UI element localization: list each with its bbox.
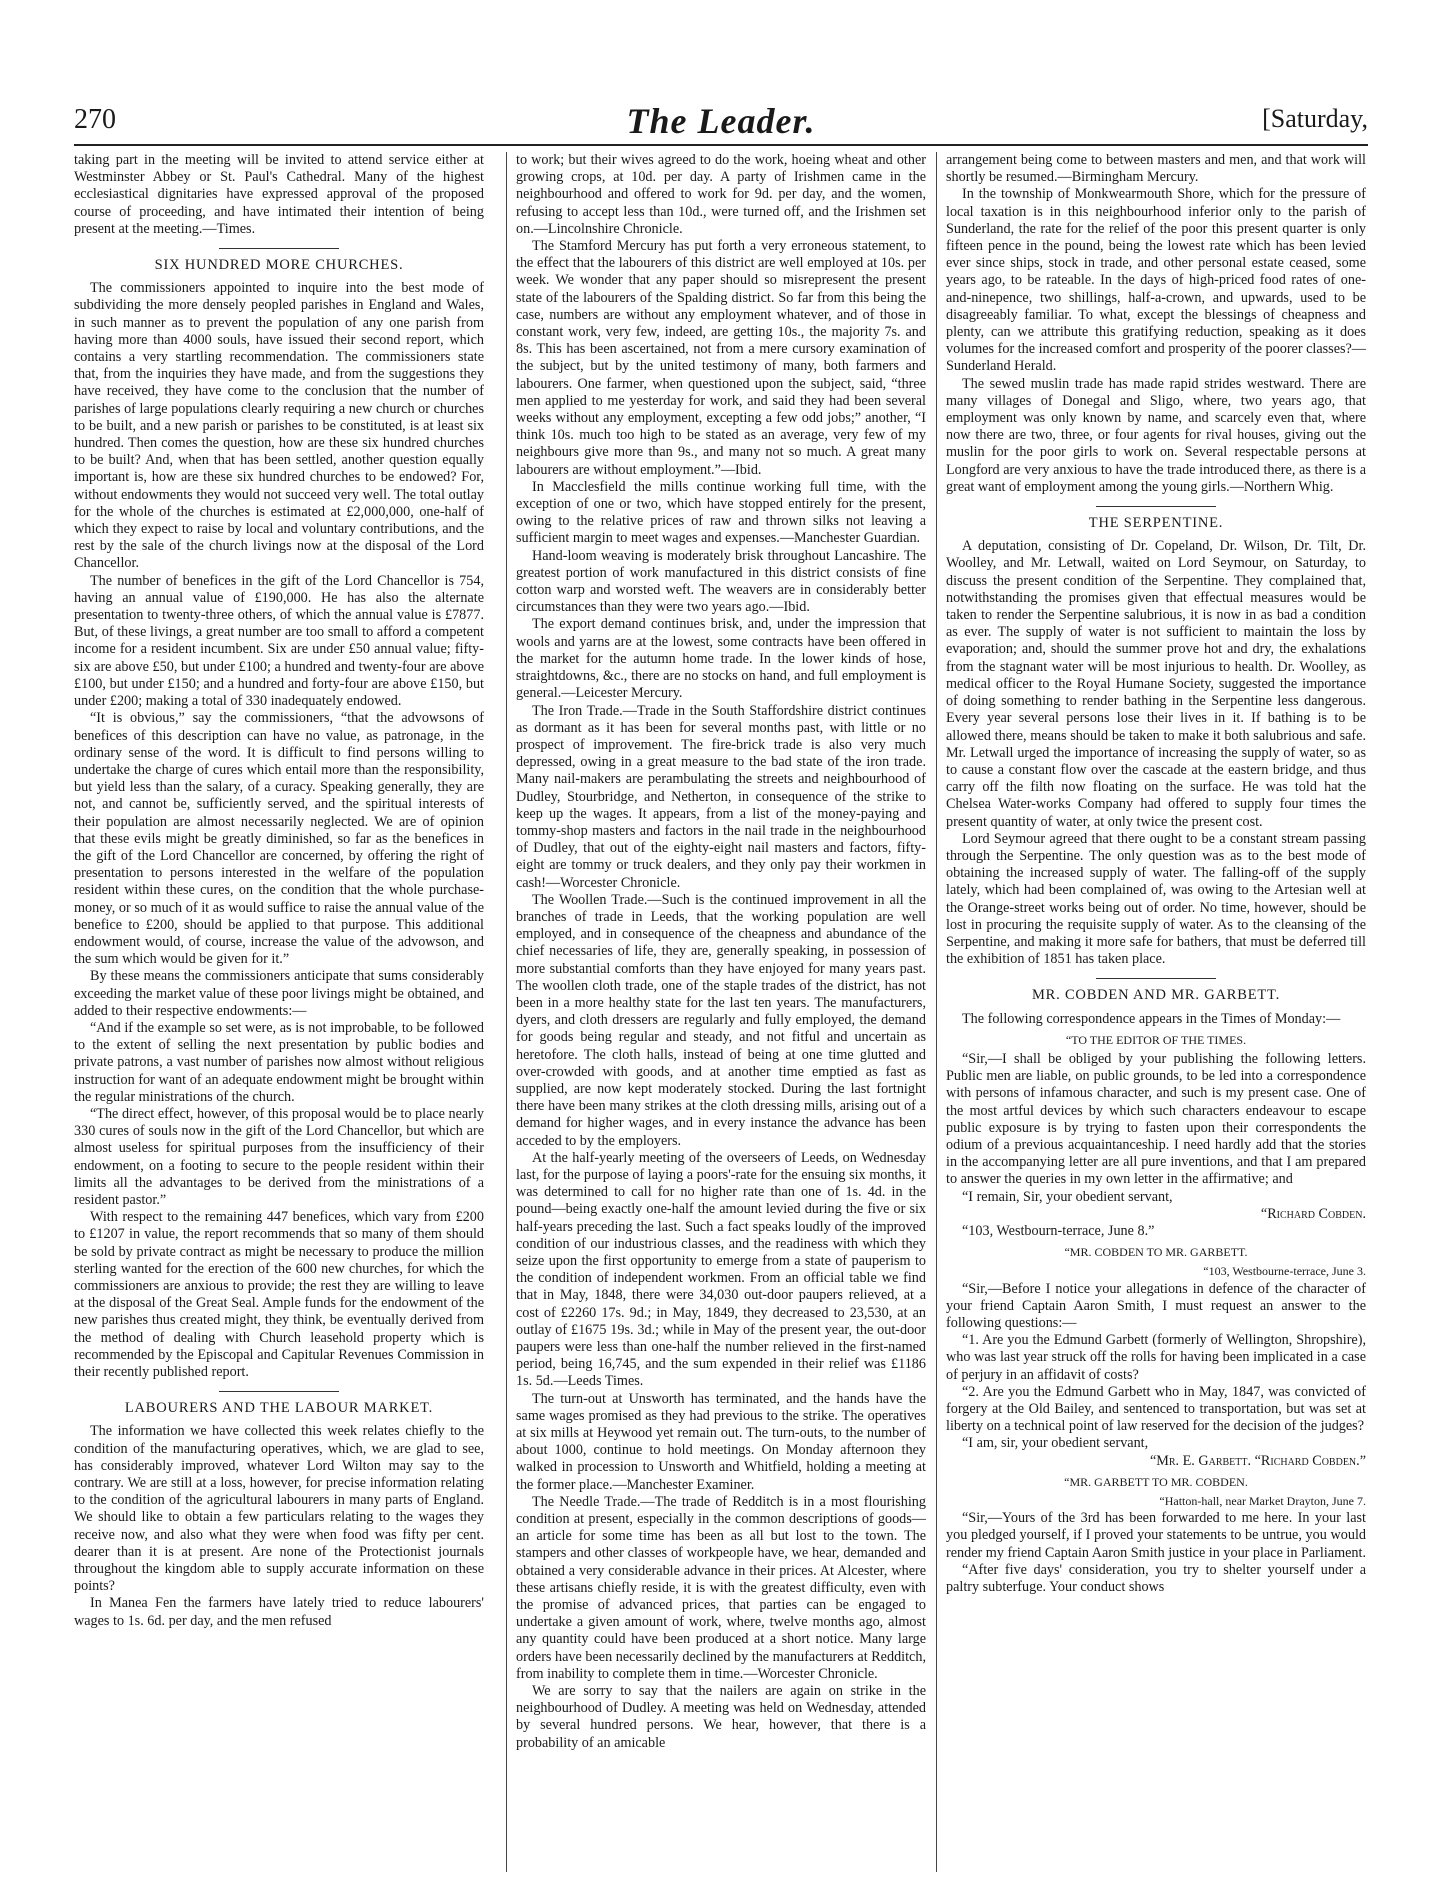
paragraph: With respect to the remaining 447 benefices, which vary from £200 to £1207 in value, the report recommends that so many of them should be sold by private contract as might be necessary to produce the million sterling wanted for the erection of the 600 new churches, for which the commissioners are anxious to provide; the rest they are willing to leave at the disposal of the Great Seal. Ample funds for the endowment of the new parishes thus created might, they think, be eventually derived from the method of dealing with Church leasehold property which is recommended by the Episcopal and Capitular Revenues Commission in their recently published report. xyxy=(74,1209,484,1381)
letter-heading: “MR. GARBETT TO MR. COBDEN. xyxy=(1064,1474,1248,1489)
section-divider xyxy=(219,248,339,249)
issue-day: [Saturday, xyxy=(1262,104,1368,133)
column-2 xyxy=(516,152,926,1752)
letter-heading: “TO THE EDITOR OF THE TIMES. xyxy=(1065,1032,1247,1047)
paragraph: “1. Are you the Edmund Garbett (formerly of Wellington, Shropshire), who was last year struck off the rolls for having been implicated in a case of perjury in an affidavit of costs? xyxy=(946,1332,1366,1383)
paragraph: The Iron Trade.—Trade in the South Staffordshire district continues as dormant as it has been for several months past, with little or no prospect of improvement. The fire-brick trade is also very much depressed, owing in a great measure to the bad state of the iron trade. Many nail-makers are perambulating the streets and neighbourhood of Dudley, Stourbridge, and Netherton, in consequence of the strike to keep up the wages. It appears, from a list of the money-paying and tommy-shop masters and factors in the nail trade in the neighbourhood of Dudley, that out of the eighty-eight nail masters and factors, fifty-eight are tommy or truck dealers, and they only pay their workmen in cash!—Worcester Chronicle. xyxy=(516,702,926,891)
paragraph: Lord Seymour agreed that there ought to be a constant stream passing through the Serpentine. The only question was as to the best mode of obtaining the increased supply of water. The falling-off of the supply lately, which had been complained of, was owing to the Artesian well at the Orange-street works being out of order. No time, however, should be lost in procuring the requisite supply of water. As to the cleansing of the Serpentine, and making it more safe for bathers, that must be deferred till the exhibition of 1851 has taken place. xyxy=(946,830,1366,968)
paragraph: “I remain, Sir, your obedient servant, xyxy=(962,1188,1173,1205)
paragraph: arrangement being come to between masters and men, and that work will shortly be resumed.—Birmingham Mercury. xyxy=(946,152,1366,186)
paragraph: “After five days' consideration, you try to shelter yourself under a paltry subterfuge. Your conduct shows xyxy=(946,1561,1366,1596)
paragraph: A deputation, consisting of Dr. Copeland, Dr. Wilson, Dr. Tilt, Dr. Woolley, and Mr. Letwall, waited on Lord Seymour, on Saturday, to discuss the present condition of the Serpentine. They complained that, notwithstanding the promises given that effectual measures would be taken to render the Serpentine salubrious, it is now in as bad a condition as ever. The supply of water is not sufficient to maintain the loss by evaporation; and, should the summer prove hot and dry, the exhalations from the stagnant water will be most injurious to health. Dr. Woolley, as medical officer to the Royal Humane Society, suggested the importance of doing something to render bathing in the Serpentine less dangerous. Every year several persons lose their lives in it. If bathing is to be allowed there, means should be taken to make it both salubrious and safe. Mr. Letwall urged the importance of increasing the supply of water, so as to cause a constant flow over the cascade at the eastern bridge, and thus carry off the filth now floating on the surface. He was told hat the Chelsea Water-works Company had offered to supply four times the present quantity of water, at only twice the present cost. xyxy=(946,538,1366,830)
section-heading: MR. COBDEN AND MR. GARBETT. xyxy=(1031,987,1281,1004)
column-rule xyxy=(936,152,937,1872)
paragraph: The number of benefices in the gift of the Lord Chancellor is 754, having an annual value of £190,000. He has also the alternate presentation to twenty-three others, of which the annual value is £7877. But, of these livings, a great number are too small to afford a competent income for a resident incumbent. Six are under £50 annual value; fifty-six are above £50, but under £100; a hundred and twenty-four are above £100, but under £150; and a hundred and forty-four are above £150, but under £200; making a total of 330 inadequately endowed. xyxy=(74,572,484,710)
paragraph: In Manea Fen the farmers have lately tried to reduce labourers' wages to 1s. 6d. per day, and the men refused xyxy=(74,1595,484,1629)
section-heading: LABOURERS AND THE LABOUR MARKET. xyxy=(124,1400,434,1417)
signature: “Mr. E. Garbett. “Richard Cobden.” xyxy=(1149,1452,1366,1469)
paragraph: In Macclesfield the mills continue working full time, with the exception of one or two, which have stopped entirely for the present, owing to the relative prices of raw and thrown silks not leaving a sufficient margin to meet wages and expenses.—Manchester Guardian. xyxy=(516,478,926,547)
paragraph: “2. Are you the Edmund Garbett who in May, 1847, was convicted of forgery at the Old Bailey, and sentenced to transportation, but was set at liberty on a technical point of law reserved for the decision of the judges? xyxy=(946,1383,1366,1435)
paragraph: By these means the commissioners anticipate that sums considerably exceeding the market value of these poor livings might be obtained, and added to their respective endowments:— xyxy=(74,968,484,1019)
paragraph: The Stamford Mercury has put forth a very erroneous statement, to the effect that the labourers of this district are well employed at 10s. per week. We wonder that any paper should so misrepresent the present state of the labourers of the Spalding district. So far from this being the case, numbers are without any employment whatever, and of those in constant work, very few, indeed, are getting 10s., the majority 7s. and 8s. This has been ascertained, not from a mere cursory examination of the subject, but by the united testimony of many, both farmers and labourers. One farmer, when questioned upon the subject, said, “three men applied to me yesterday for work, and said they had been several weeks without any employment, excepting a few odd jobs;” another, “I think 10s. much too high to be stated as an average, very few of my neighbours give more than 9s., and many not so much. A great many labourers are without employment.”—Ibid. xyxy=(516,238,926,478)
signature: “Richard Cobden. xyxy=(1260,1205,1366,1222)
paragraph: “Sir,—Before I notice your allegations in defence of the character of your friend Captain Aaron Smith, I must request an answer to the following questions:— xyxy=(946,1280,1366,1331)
page-number: 270 xyxy=(74,104,116,135)
paragraph: The information we have collected this week relates chiefly to the condition of the manufacturing operatives, which, we are glad to see, has considerably improved, whatever Lord Wilton may say to the contrary. We are still at a loss, however, for precise information relating to the condition of the agricultural labourers in many parts of England. We should like to obtain a few particulars relating to the wages they receive now, and also what they were when food was fifty per cent. dearer than it is at present. Are none of the Protectionist journals throughout the kingdom able to supply accurate information on these points? xyxy=(74,1423,484,1595)
paragraph: “103, Westbourn-terrace, June 8.” xyxy=(962,1222,1155,1239)
paragraph: The Woollen Trade.—Such is the continued improvement in all the branches of trade in Leeds, that the working population are well employed, and in consequence of the cheapness and abundance of the chief necessaries of life, they are, generally speaking, in possession of more substantial comforts than they have enjoyed for many years past. The woollen cloth trade, one of the staple trades of the district, has not been in a more healthy state for the last ten years. The manufacturers, dyers, and cloth dressers are regularly and fully employed, the demand for goods being regular and steady, and not fitful and uncertain as heretofore. The cloth halls, instead of being at one time glutted and over-crowded with goods, and at another time emptied as fast as supplied, are now kept moderately stocked. During the last fortnight there have been many strikes at the cloth dressing mills, arising out of a demand for higher wages, and in every instance the advance has been acceded to by the employers. xyxy=(516,891,926,1149)
paragraph: Hand-loom weaving is moderately brisk throughout Lancashire. The greatest portion of work manufactured in this district consists of fine cotton warp and worsted weft. The weavers are in considerably better circumstances than they were two years ago.—Ibid. xyxy=(516,547,926,616)
paragraph: “It is obvious,” say the commissioners, “that the advowsons of benefices of this description can have no value, as patronage, in the ordinary sense of the word. It is difficult to find persons willing to undertake the charge of cures which entail more than the responsibility, but yield less than the salary, of a curacy. Speaking generally, they are not, and cannot be, sufficiently served, and the spiritual interests of their population are almost necessarily neglected. We are of opinion that these evils might be greatly diminished, so far as the benefices in the gift of the Lord Chancellor are concerned, by offering the right of presentation to persons interested in the welfare of the population resident within these cures, on the condition that the whole purchase-money, or so much of it as would suffice to raise the annual value of the benefice to £200, should be applied to that purpose. This additional endowment would, of course, increase the value of the advowson, and the sum which would be given for it.” xyxy=(74,710,484,968)
paragraph: The sewed muslin trade has made rapid strides westward. There are many villages of Donegal and Sligo, where, two years ago, that employment was only known by name, and scarcely even that, where now there are two, three, or four agents for rival houses, giving out the muslin for the poor girls to work on. Several respectable persons at Longford are very anxious to have the trade introduced there, as there is a great want of employment among the young girls.—Northern Whig. xyxy=(946,375,1366,495)
section-heading: THE SERPENTINE. xyxy=(1088,515,1224,532)
column-rule xyxy=(506,152,507,1872)
letter-heading: “MR. COBDEN TO MR. GARBETT. xyxy=(1064,1245,1248,1260)
paragraph: We are sorry to say that the nailers are again on strike in the neighbourhood of Dudley. A meeting was held on Wednesday, attended by several hundred persons. We hear, however, that there is a probability of an amicable xyxy=(516,1683,926,1751)
paragraph: The turn-out at Unsworth has terminated, and the hands have the same wages promised as they had previous to the strike. The operatives at six mills at Heywood yet remain out. The turn-outs, to the number of about 1000, continue to hold meetings. On Monday afternoon they walked in procession to Unsworth and Whitfield, holding a meeting at the former place.—Manchester Examiner. xyxy=(516,1390,926,1493)
paragraph: In the township of Monkwearmouth Shore, which for the pressure of local taxation is in this neighbourhood inferior only to the parish of Sunderland, the rate for the relief of the poor this present quarter is only fifteen pence in the pound, being the lowest rate which has been levied ever since ships, stock in trade, and other personal estate ceased, some years ago, to be rateable. In the days of high-priced food rates of one-and-ninepence, two shillings, half-a-crown, and upwards, used to be disagreeably familiar. To what, except the blessings of cheapness and plenty, can we attribute this gratifying reduction, speaking as it does volumes for the increased comfort and prosperity of the poorer classes?—Sunderland Herald. xyxy=(946,186,1366,375)
section-divider xyxy=(1096,506,1216,507)
paragraph: “Sir,—I shall be obliged by your publishing the following letters. Public men are liable, on public grounds, to be led into a correspondence with persons of infamous character, and such is my present case. One of the most artful devices by which such characters endeavour to escape public exposure is by trying to fasten upon their correspondents the odium of a previous acquaintanceship. I need hardly add that the stories in the accompanying letter are all pure inventions, and that I am prepared to answer the queries in my own letter in the affirmative; and xyxy=(946,1050,1366,1188)
header-rule xyxy=(74,144,1368,146)
section-divider xyxy=(219,1391,339,1392)
letter-address: “103, Westbourne-terrace, June 3. xyxy=(1203,1264,1366,1279)
newspaper-title: The Leader. xyxy=(626,101,816,141)
paragraph: “And if the example so set were, as is not improbable, to be followed to the extent of selling the next presentation by public bodies and private patrons, a vast number of parishes now almost without religious instruction for want of an adequate endowment might be brought within the regular ministrations of the church. xyxy=(74,1019,484,1105)
paragraph: The following correspondence appears in the Times of Monday:— xyxy=(962,1010,1341,1027)
paragraph: to work; but their wives agreed to do the work, hoeing wheat and other growing crops, at 10d. per day. A party of Irishmen came in the neighbourhood and offered to work for 9d. per day, and the women, refusing to accept less than 10d., were turned off, and the Irishmen set on.—Lincolnshire Chronicle. xyxy=(516,152,926,237)
section-heading: SIX HUNDRED MORE CHURCHES. xyxy=(154,257,404,274)
paragraph: “I am, sir, your obedient servant, xyxy=(962,1435,1149,1452)
column-1 xyxy=(74,152,484,1630)
paragraph: At the half-yearly meeting of the overseers of Leeds, on Wednesday last, for the purpose of laying a poors'-rate for the ensuing six months, it was determined to call for no higher rate than one of 1s. 4d. in the pound—being exactly one-half the amount levied during the five or six half-years preceding the last. Such a fact speaks loudly of the improved condition of our industrious classes, and the readiness with which they seize upon the first opportunity to emerge from a state of pauperism to the condition of independent workmen. From an official table we find that in May, 1848, there were 34,030 out-door paupers relieved, at a cost of £2260 17s. 9d.; in May, 1849, they decreased to 23,530, at an outlay of £1675 19s. 3d.; while in May of the present year, the out-door paupers were less than one-half the number relieved in the first-named period, being 16,745, and the sum expended in their relief was £1186 1s. 5d.—Leeds Times. xyxy=(516,1149,926,1390)
paragraph: “Sir,—Yours of the 3rd has been forwarded to me here. In your last you pledged yourself, if I proved your statements to be untrue, you would render my friend Captain Aaron Smith justice in your place in Parliament. xyxy=(946,1510,1366,1561)
paragraph: taking part in the meeting will be invited to attend service either at Westminster Abbey or St. Paul's Cathedral. Many of the highest ecclesiastical dignitaries have expressed approval of the proposed course of proceeding, and have intimated their intention of being present at the meeting.—Times. xyxy=(74,152,484,237)
paragraph: The Needle Trade.—The trade of Redditch is in a most flourishing condition at present, especially in the common descriptions of goods—an article for some time has been as all but lost to the town. The stampers and other classes of workpeople have, we hear, demanded and obtained a very considerable advance in their prices. At Alcester, where these artisans chiefly reside, it is with the greatest difficulty, even with the promise of advanced prices, that parties can be engaged to undertake a given amount of work, where, twelve months ago, almost any quantity could have been produced at a short notice. Many large orders have been necessarily declined by the manufacturers at Redditch, from inability to complete them in time.—Worcester Chronicle. xyxy=(516,1493,926,1682)
paragraph: “The direct effect, however, of this proposal would be to place nearly 330 cures of souls now in the gift of the Lord Chancellor, but which are almost useless for spiritual purposes from the insufficiency of their endowment, on a footing to secure to the people resident within their limits all the advantages to be derived from the ministrations of a resident pastor.” xyxy=(74,1105,484,1208)
section-divider xyxy=(1096,978,1216,979)
masthead xyxy=(74,102,1368,146)
paragraph: The commissioners appointed to inquire into the best mode of subdividing the more densely peopled parishes in England and Wales, in such manner as to prevent the population of any one parish from having more than 4000 souls, have issued their second report, which contains a very startling recommendation. The commissioners state that, from the inquiries they have made, and from the suggestions they have received, they have come to the conclusion that the number of parishes of large populations clearly requiring a new church or churches to be built, and a new parish or parishes to be constituted, is at least six hundred. Then comes the question, how are these six hundred churches to be built? And, when that has been settled, another question equally important is, how are these six hundred churches to be endowed? For, without endowments they would not succeed very well. The total outlay for the whole of the churches is estimated at £2,000,000, one-half of which they expect to raise by local and voluntary contributions, and the rest by the sale of the church livings now at the disposal of the Lord Chancellor. xyxy=(74,280,484,572)
column-3 xyxy=(946,152,1366,1596)
paragraph: The export demand continues brisk, and, under the impression that wools and yarns are at the lowest, some contracts have been offered in the market for the autumn home trade. In the lower kinds of hose, straightdowns, &c., there are no stocks on hand, and full employment is general.—Leicester Mercury. xyxy=(516,616,926,702)
letter-address: “Hatton-hall, near Market Drayton, June 7. xyxy=(1159,1494,1366,1509)
